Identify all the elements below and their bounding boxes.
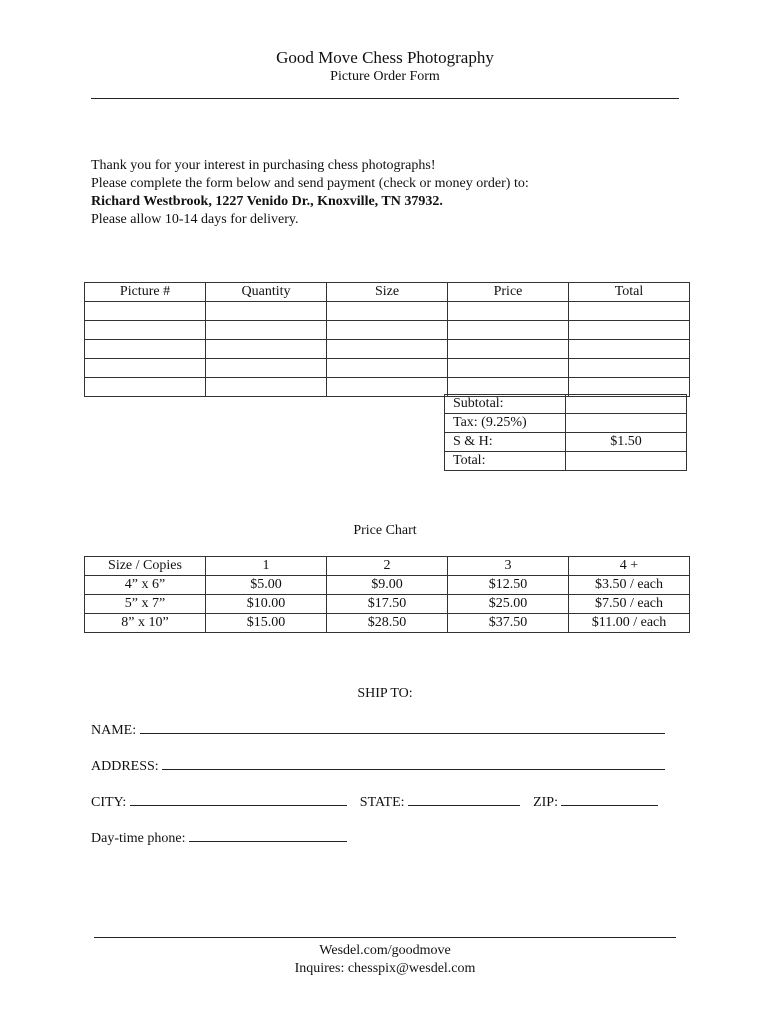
order-cell-size[interactable] bbox=[327, 359, 448, 378]
order-cell-quantity[interactable] bbox=[206, 302, 327, 321]
shipping-value: $1.50 bbox=[566, 433, 687, 452]
price-chart-title: Price Chart bbox=[353, 523, 417, 538]
column-header-price: Price bbox=[448, 283, 569, 302]
price-size: 5” x 7” bbox=[85, 595, 206, 614]
price-chart-header bbox=[85, 557, 690, 576]
price-header-size: Size / Copies bbox=[85, 557, 206, 576]
order-cell-picture[interactable] bbox=[85, 321, 206, 340]
name-label: NAME: bbox=[91, 723, 137, 738]
shipping-row bbox=[445, 433, 687, 452]
order-cell-quantity[interactable] bbox=[206, 340, 327, 359]
intro-line-delivery: Please allow 10-14 days for delivery. bbox=[91, 212, 299, 227]
intro-line-instructions: Please complete the form below and send payment (check or money order) to: bbox=[91, 176, 529, 191]
price-value: $3.50 / each bbox=[569, 576, 690, 595]
price-header-copies-2: 2 bbox=[327, 557, 448, 576]
order-row[interactable] bbox=[85, 321, 690, 340]
form-subtitle: Picture Order Form bbox=[330, 69, 440, 84]
price-value: $5.00 bbox=[206, 576, 327, 595]
column-header-total: Total bbox=[569, 283, 690, 302]
price-chart-table bbox=[84, 556, 690, 633]
address-field[interactable] bbox=[162, 757, 665, 770]
column-header-picture: Picture # bbox=[85, 283, 206, 302]
zip-field[interactable] bbox=[561, 793, 658, 806]
zip-label: ZIP: bbox=[533, 795, 558, 810]
column-header-quantity: Quantity bbox=[206, 283, 327, 302]
order-cell-quantity[interactable] bbox=[206, 378, 327, 397]
order-cell-price[interactable] bbox=[448, 359, 569, 378]
grand-total-row bbox=[445, 452, 687, 471]
price-row bbox=[85, 576, 690, 595]
price-size: 4” x 6” bbox=[85, 576, 206, 595]
order-row[interactable] bbox=[85, 302, 690, 321]
city-state-zip-row bbox=[91, 793, 658, 811]
grand-total-label: Total: bbox=[445, 452, 566, 471]
price-row bbox=[85, 595, 690, 614]
state-label: STATE: bbox=[359, 795, 405, 810]
city-field[interactable] bbox=[130, 793, 347, 806]
header-divider bbox=[91, 98, 679, 99]
city-label: CITY: bbox=[91, 795, 127, 810]
order-cell-price[interactable] bbox=[448, 302, 569, 321]
tax-row bbox=[445, 414, 687, 433]
order-cell-price[interactable] bbox=[448, 340, 569, 359]
price-value: $28.50 bbox=[327, 614, 448, 633]
tax-label: Tax: (9.25%) bbox=[445, 414, 566, 433]
phone-label: Day-time phone: bbox=[91, 831, 186, 846]
phone-row bbox=[91, 829, 347, 847]
footer-divider bbox=[94, 937, 676, 938]
order-cell-size[interactable] bbox=[327, 321, 448, 340]
grand-total-value[interactable] bbox=[566, 452, 687, 471]
address-label: ADDRESS: bbox=[91, 759, 159, 774]
order-cell-size[interactable] bbox=[327, 340, 448, 359]
footer-contact-email: Inquires: chesspix@wesdel.com bbox=[294, 961, 476, 976]
price-value: $25.00 bbox=[448, 595, 569, 614]
mailing-address: Richard Westbrook, 1227 Venido Dr., Knoxville, TN 37932. bbox=[91, 194, 443, 209]
subtotal-label: Subtotal: bbox=[445, 395, 566, 414]
order-table bbox=[84, 282, 690, 397]
order-cell-picture[interactable] bbox=[85, 359, 206, 378]
order-cell-quantity[interactable] bbox=[206, 359, 327, 378]
address-row bbox=[91, 757, 665, 775]
order-cell-picture[interactable] bbox=[85, 378, 206, 397]
price-row bbox=[85, 614, 690, 633]
order-cell-total[interactable] bbox=[569, 302, 690, 321]
footer-website: Wesdel.com/goodmove bbox=[319, 943, 451, 958]
price-value: $10.00 bbox=[206, 595, 327, 614]
subtotal-value[interactable] bbox=[566, 395, 687, 414]
totals-table bbox=[444, 394, 687, 471]
order-table-header bbox=[85, 283, 690, 302]
order-cell-picture[interactable] bbox=[85, 340, 206, 359]
order-cell-total[interactable] bbox=[569, 321, 690, 340]
price-value: $37.50 bbox=[448, 614, 569, 633]
order-cell-size[interactable] bbox=[327, 378, 448, 397]
price-value: $7.50 / each bbox=[569, 595, 690, 614]
phone-field[interactable] bbox=[189, 829, 347, 842]
name-field[interactable] bbox=[140, 721, 665, 734]
price-value: $12.50 bbox=[448, 576, 569, 595]
order-cell-picture[interactable] bbox=[85, 302, 206, 321]
order-row[interactable] bbox=[85, 340, 690, 359]
order-row[interactable] bbox=[85, 359, 690, 378]
order-cell-total[interactable] bbox=[569, 340, 690, 359]
price-size: 8” x 10” bbox=[85, 614, 206, 633]
price-value: $15.00 bbox=[206, 614, 327, 633]
subtotal-row bbox=[445, 395, 687, 414]
price-value: $11.00 / each bbox=[569, 614, 690, 633]
tax-value[interactable] bbox=[566, 414, 687, 433]
state-field[interactable] bbox=[408, 793, 520, 806]
price-header-copies-1: 1 bbox=[206, 557, 327, 576]
price-header-copies-3: 3 bbox=[448, 557, 569, 576]
order-cell-price[interactable] bbox=[448, 321, 569, 340]
order-cell-total[interactable] bbox=[569, 359, 690, 378]
price-value: $17.50 bbox=[327, 595, 448, 614]
order-cell-quantity[interactable] bbox=[206, 321, 327, 340]
intro-line-thanks: Thank you for your interest in purchasing chess photographs! bbox=[91, 158, 436, 173]
shipping-label: S & H: bbox=[445, 433, 566, 452]
order-cell-size[interactable] bbox=[327, 302, 448, 321]
price-value: $9.00 bbox=[327, 576, 448, 595]
price-header-copies-4plus: 4 + bbox=[569, 557, 690, 576]
form-title: Good Move Chess Photography bbox=[276, 48, 494, 67]
ship-to-title: SHIP TO: bbox=[357, 686, 413, 701]
column-header-size: Size bbox=[327, 283, 448, 302]
name-row bbox=[91, 721, 665, 739]
